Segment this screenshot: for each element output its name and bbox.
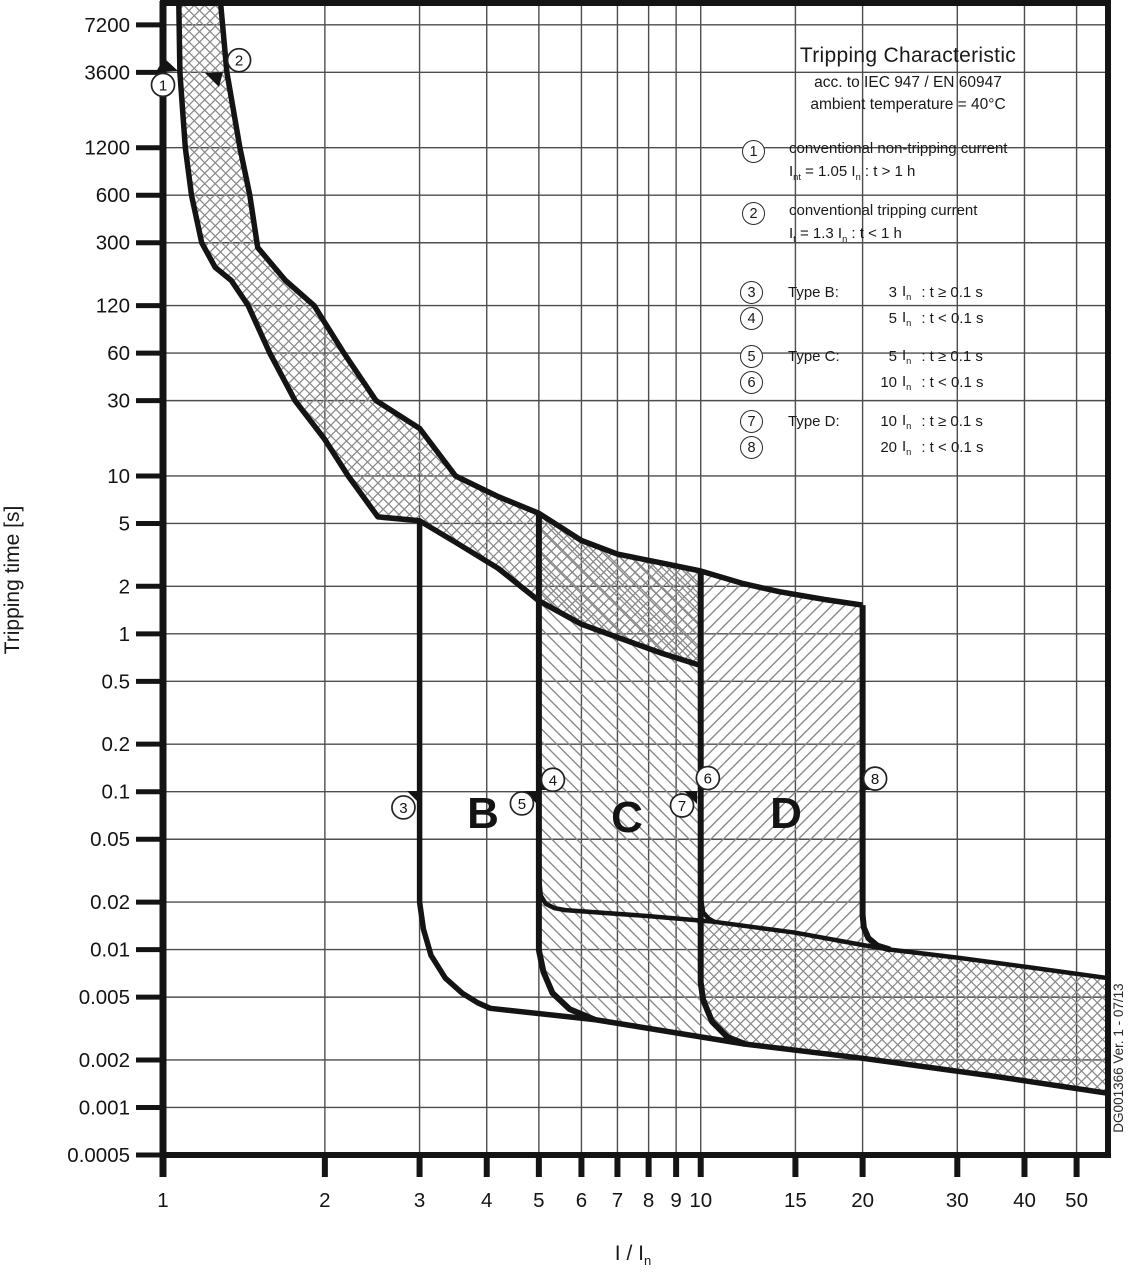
zone-letter-d: D bbox=[770, 789, 802, 838]
marker-number: 5 bbox=[517, 795, 527, 813]
legend-item-2-text bbox=[789, 202, 977, 244]
x-tick-label: 8 bbox=[642, 1189, 655, 1212]
legend-multiple-value: 3 bbox=[888, 284, 897, 301]
legend-current-symbol: $I_n$ bbox=[902, 309, 912, 328]
legend-circle-7-icon: 7 bbox=[740, 410, 763, 433]
x-tick-label: 6 bbox=[575, 1189, 588, 1212]
x-tick-label: 9 bbox=[670, 1189, 682, 1212]
formula-subscript: n bbox=[842, 234, 848, 244]
legend-item-1 bbox=[742, 140, 1007, 182]
legend-time-condition: : t ≥ 0.1 s bbox=[921, 348, 983, 365]
y-tick-label: 10 bbox=[107, 464, 130, 488]
legend-current-symbol: $I_n$ bbox=[902, 373, 912, 392]
y-tick-label: 60 bbox=[107, 342, 130, 366]
formula-condition: : t > 1 h bbox=[864, 163, 916, 180]
x-tick-label: 40 bbox=[1013, 1189, 1036, 1212]
y-axis-title: Tripping time [s] bbox=[1, 505, 24, 655]
chart-subtitle-standard: acc. to IEC 947 / EN 60947 bbox=[814, 74, 1002, 91]
formula-condition: : t < 1 h bbox=[851, 225, 902, 242]
legend-type-label: Type B: bbox=[788, 284, 839, 301]
legend-time-condition: : t < 0.1 s bbox=[921, 439, 984, 456]
legend-item-4 bbox=[740, 307, 983, 330]
legend-circle-3-icon: 3 bbox=[740, 281, 763, 304]
legend-type-label: Type C: bbox=[788, 348, 840, 365]
y-tick-label: 5 bbox=[118, 512, 130, 536]
legend-time-condition: : t < 0.1 s bbox=[921, 374, 984, 391]
legend-item-1-desc: conventional non-tripping current bbox=[789, 140, 1008, 157]
x-tick-label: 2 bbox=[319, 1189, 331, 1212]
legend-item-6 bbox=[740, 371, 983, 394]
formula-symbol: I bbox=[789, 225, 794, 242]
legend-item-8 bbox=[740, 436, 983, 459]
document-reference-note: DG001366 Ver. 1 - 07/13 bbox=[1111, 983, 1126, 1133]
legend-multiple-value: 10 bbox=[880, 413, 897, 430]
x-tick-label: 50 bbox=[1065, 1189, 1088, 1212]
legend-multiple-value: 20 bbox=[880, 439, 897, 456]
legend-circle-5-icon: 5 bbox=[740, 345, 763, 368]
legend-current-symbol: $I_n$ bbox=[902, 412, 912, 431]
y-tick-label: 600 bbox=[95, 184, 130, 208]
x-tick-label: 5 bbox=[533, 1189, 545, 1212]
formula-equality: = 1.3 bbox=[799, 225, 834, 242]
y-tick-label: 0.5 bbox=[101, 670, 130, 694]
marker-number: 7 bbox=[677, 797, 687, 815]
chart-title-block bbox=[758, 44, 1058, 114]
x-tick-label: 7 bbox=[611, 1189, 624, 1212]
legend-item-2 bbox=[742, 202, 977, 244]
y-tick-label: 7200 bbox=[84, 13, 130, 37]
chart-subtitle-temperature: ambient temperature = 40°C bbox=[810, 96, 1006, 113]
marker-number: 1 bbox=[158, 77, 168, 95]
legend-time-condition: : t ≥ 0.1 s bbox=[921, 284, 983, 301]
legend-current-symbol: $I_n$ bbox=[902, 438, 912, 457]
legend-current-symbol: $I_n$ bbox=[902, 347, 912, 366]
y-tick-label: 0.01 bbox=[90, 938, 130, 962]
legend-multiple-value: 10 bbox=[880, 374, 897, 391]
chart-title: Tripping Characteristic bbox=[799, 44, 1017, 67]
y-tick-label: 2 bbox=[118, 575, 130, 599]
legend-circle-6-icon: 6 bbox=[740, 371, 763, 394]
formula-equality: = 1.05 bbox=[805, 163, 848, 180]
y-tick-label: 0.02 bbox=[90, 891, 130, 915]
legend-current-symbol: $I_n$ bbox=[902, 283, 912, 302]
curve-marker-6 bbox=[696, 767, 719, 790]
y-tick-label: 30 bbox=[107, 389, 130, 413]
marker-number: 2 bbox=[234, 52, 244, 70]
legend-item-3 bbox=[740, 281, 983, 304]
legend-multiple-value: 5 bbox=[888, 310, 897, 327]
x-tick-label: 20 bbox=[851, 1189, 875, 1212]
zone-letter-c: C bbox=[611, 793, 643, 842]
legend-circle-2-icon: 2 bbox=[742, 202, 765, 225]
formula-subscript: nt bbox=[793, 172, 801, 182]
formula-symbol: I bbox=[789, 163, 794, 180]
formula-symbol: I bbox=[851, 163, 856, 180]
marker-number: 3 bbox=[399, 799, 408, 817]
formula-subscript: t bbox=[793, 234, 796, 244]
y-tick-label: 300 bbox=[95, 231, 130, 255]
legend-type-label: Type D: bbox=[788, 413, 840, 430]
x-tick-label: 3 bbox=[413, 1189, 426, 1212]
x-tick-label: 10 bbox=[689, 1189, 713, 1212]
y-tick-label: 1 bbox=[118, 622, 130, 646]
marker-number: 4 bbox=[548, 772, 558, 790]
marker-number: 8 bbox=[870, 771, 880, 789]
legend-item-2-formula bbox=[789, 225, 977, 244]
zone-letter-b: B bbox=[467, 789, 499, 838]
legend-time-condition: : t < 0.1 s bbox=[921, 310, 984, 327]
x-axis-title: I / $I_n$ bbox=[614, 1242, 652, 1269]
formula-subscript: n bbox=[855, 172, 861, 182]
y-tick-label: 0.2 bbox=[101, 733, 130, 757]
formula-symbol: I bbox=[837, 225, 843, 242]
y-tick-label: 0.1 bbox=[101, 780, 130, 804]
x-tick-label: 4 bbox=[481, 1189, 493, 1212]
legend-item-5 bbox=[740, 345, 983, 368]
x-tick-label: 1 bbox=[157, 1189, 169, 1212]
y-tick-label: 0.05 bbox=[90, 828, 130, 852]
legend-item-1-text bbox=[789, 140, 1007, 182]
legend-circle-8-icon: 8 bbox=[740, 436, 763, 459]
x-tick-label: 15 bbox=[784, 1189, 807, 1212]
y-tick-label: 0.001 bbox=[78, 1096, 130, 1120]
legend-multiple-value: 5 bbox=[888, 348, 897, 365]
y-tick-label: 3600 bbox=[84, 61, 130, 85]
legend-circle-4-icon: 4 bbox=[740, 307, 763, 330]
legend-item-2-desc: conventional tripping current bbox=[789, 202, 978, 219]
legend-item-1-formula bbox=[789, 163, 1007, 182]
y-tick-label: 0.002 bbox=[78, 1048, 130, 1072]
legend-time-condition: : t ≥ 0.1 s bbox=[921, 413, 983, 430]
y-tick-label: 1200 bbox=[84, 136, 130, 160]
legend-circle-1-icon: 1 bbox=[742, 140, 765, 163]
x-tick-label: 30 bbox=[945, 1189, 969, 1212]
y-tick-label: 0.0005 bbox=[67, 1144, 130, 1167]
y-tick-label: 0.005 bbox=[78, 986, 130, 1010]
y-tick-label: 120 bbox=[95, 294, 130, 318]
marker-number: 6 bbox=[703, 770, 713, 788]
legend-item-7 bbox=[740, 410, 983, 433]
